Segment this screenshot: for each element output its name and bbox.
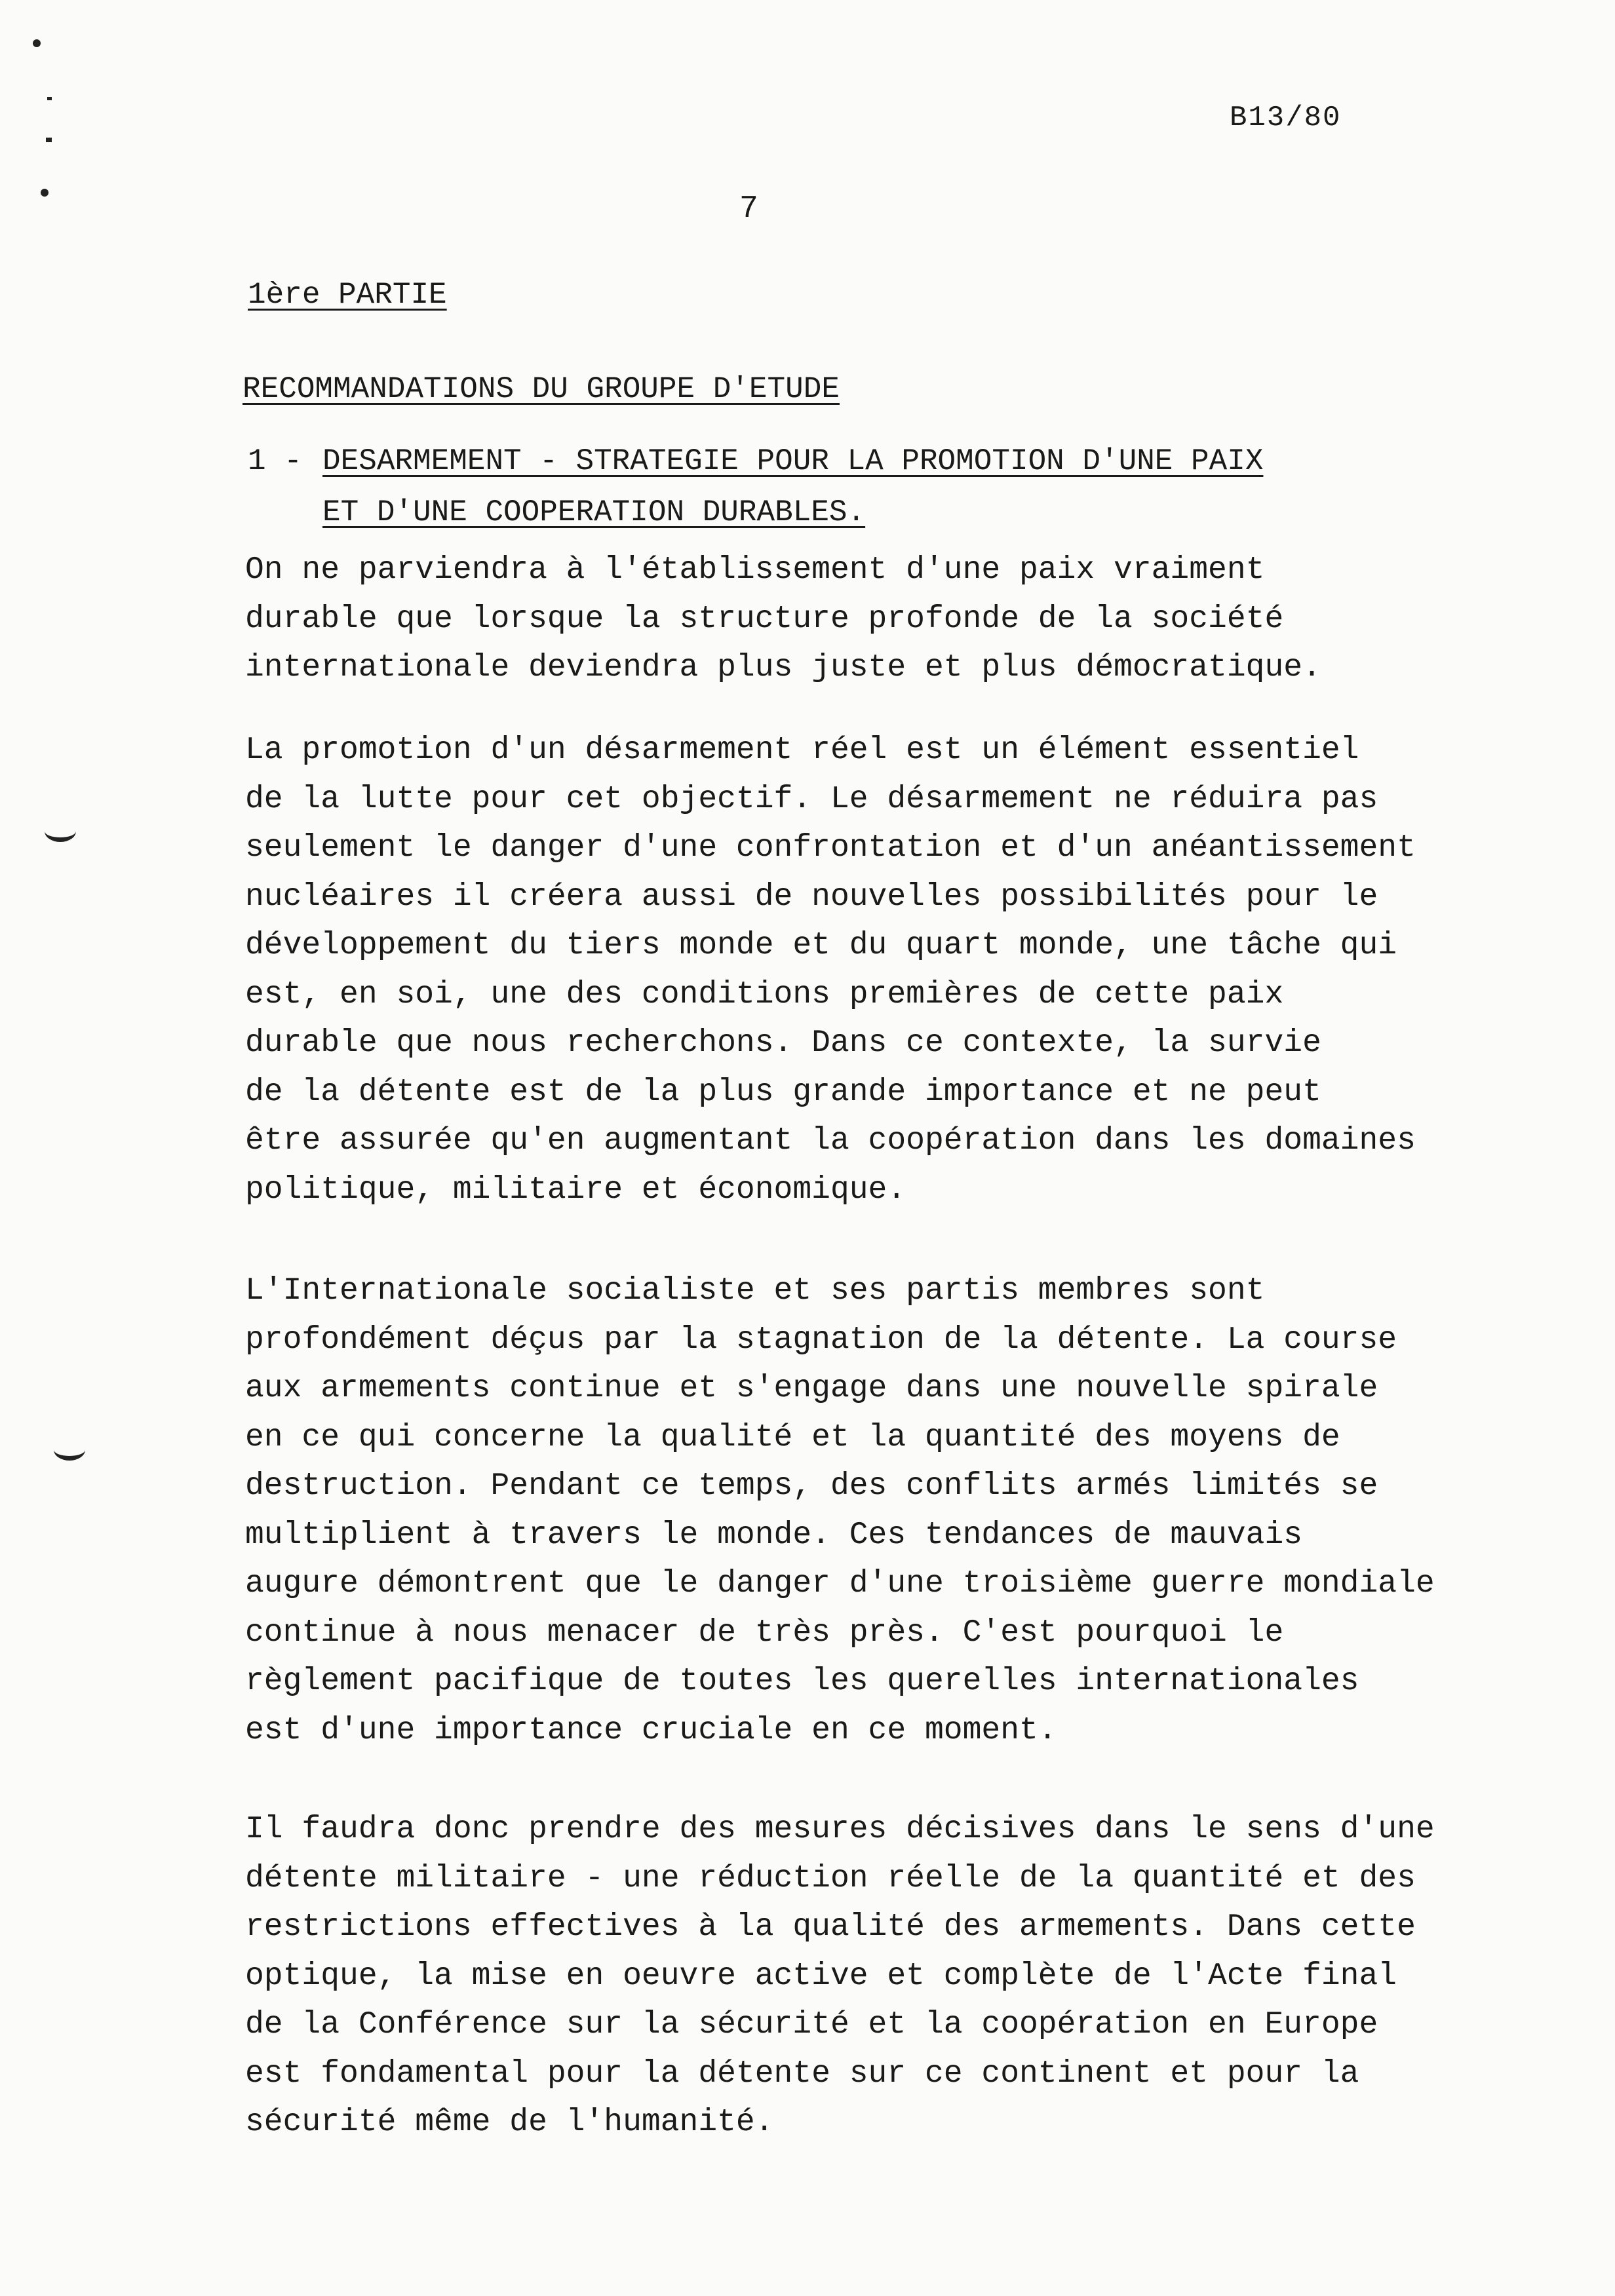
text-line: On ne parviendra à l'établissement d'une paix vraiment: [245, 552, 1265, 588]
part-title: 1ère PARTIE: [248, 278, 447, 312]
paragraph: [245, 546, 1477, 693]
text-line: politique, militaire et économique.: [245, 1172, 906, 1208]
text-line: nucléaires il créera aussi de nouvelles possibilités pour le: [245, 879, 1378, 915]
text-line: Il faudra donc prendre des mesures décisives dans le sens d'une: [245, 1812, 1435, 1847]
text-line: de la détente est de la plus grande importance et ne peut: [245, 1074, 1321, 1110]
margin-mark: [47, 97, 52, 100]
section-title: RECOMMANDATIONS DU GROUPE D'ETUDE: [243, 372, 840, 406]
text-line: destruction. Pendant ce temps, des conflits armés limités se: [245, 1468, 1378, 1504]
text-line: en ce qui concerne la qualité et la quantité des moyens de: [245, 1419, 1340, 1455]
text-line: multiplient à travers le monde. Ces tendances de mauvais: [245, 1517, 1303, 1553]
heading-number: 1 -: [248, 444, 302, 478]
paragraph: [245, 1805, 1477, 2147]
text-line: être assurée qu'en augmentant la coopération dans les domaines: [245, 1123, 1416, 1158]
margin-mark: [41, 189, 49, 197]
text-line: de la lutte pour cet objectif. Le désarmement ne réduira pas: [245, 781, 1378, 817]
text-line: sécurité même de l'humanité.: [245, 2105, 774, 2140]
text-line: est fondamental pour la détente sur ce continent et pour la: [245, 2056, 1359, 2092]
text-line: durable que lorsque la structure profonde de la société: [245, 601, 1284, 637]
text-line: seulement le danger d'une confrontation et d'un anéantissement: [245, 830, 1416, 866]
text-line: développement du tiers monde et du quart monde, une tâche qui: [245, 928, 1397, 963]
heading-line: ET D'UNE COOPERATION DURABLES.: [322, 495, 866, 529]
margin-mark: [33, 39, 41, 47]
text-line: de la Conférence sur la sécurité et la coopération en Europe: [245, 2007, 1378, 2042]
text-line: continue à nous menacer de très près. C'est pourquoi le: [245, 1615, 1284, 1651]
paragraph: [245, 726, 1477, 1214]
text-line: restrictions effectives à la qualité des armements. Dans cette: [245, 1909, 1416, 1945]
document-reference: B13/80: [1230, 102, 1342, 134]
text-line: est, en soi, une des conditions premières de cette paix: [245, 976, 1284, 1012]
paragraph: [245, 1267, 1477, 1755]
text-line: La promotion d'un désarmement réel est un élément essentiel: [245, 733, 1359, 768]
text-line: internationale deviendra plus juste et plus démocratique.: [245, 650, 1321, 685]
text-line: est d'une importance cruciale en ce moment.: [245, 1712, 1057, 1748]
text-line: durable que nous recherchons. Dans ce contexte, la survie: [245, 1025, 1321, 1061]
heading-line: DESARMEMENT - STRATEGIE POUR LA PROMOTION D'UNE PAIX: [322, 444, 1264, 478]
margin-mark: [45, 820, 76, 842]
text-line: profondément déçus par la stagnation de la détente. La course: [245, 1322, 1397, 1358]
text-line: augure démontrent que le danger d'une troisième guerre mondiale: [245, 1566, 1435, 1601]
text-line: règlement pacifique de toutes les querelles internationales: [245, 1664, 1359, 1699]
text-line: aux armements continue et s'engage dans une nouvelle spirale: [245, 1371, 1378, 1406]
margin-mark: [54, 1439, 85, 1461]
text-line: L'Internationale socialiste et ses partis membres sont: [245, 1273, 1265, 1309]
text-line: optique, la mise en oeuvre active et complète de l'Acte final: [245, 1958, 1397, 1994]
heading: [248, 436, 1263, 538]
margin-mark: [46, 138, 52, 142]
page-number: 7: [739, 191, 758, 227]
text-line: détente militaire - une réduction réelle de la quantité et des: [245, 1860, 1416, 1896]
